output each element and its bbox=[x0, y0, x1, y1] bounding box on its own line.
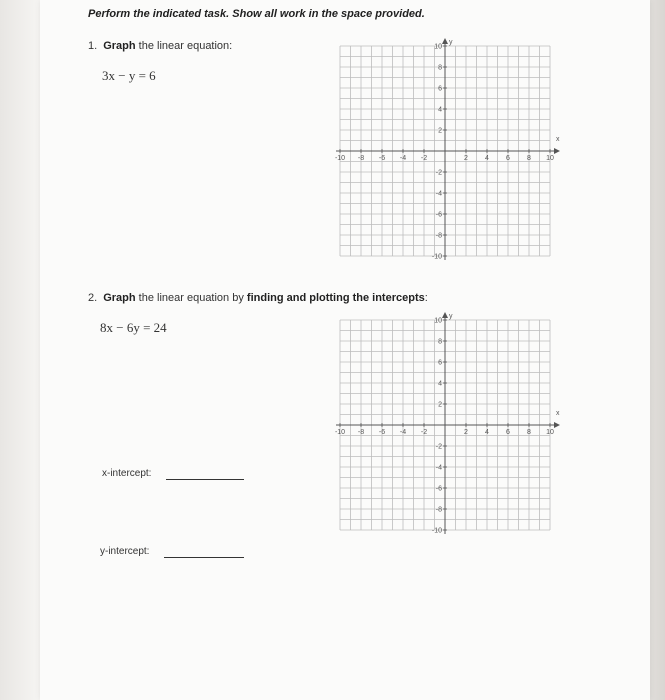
y-tick-label: 4 bbox=[438, 380, 442, 388]
x-tick-label: -10 bbox=[334, 429, 346, 436]
x-tick-label: 2 bbox=[464, 429, 468, 436]
problem-2-prompt-text: the linear equation by bbox=[138, 292, 244, 304]
y-axis-label: y bbox=[449, 313, 453, 320]
x-tick-label: -8 bbox=[357, 429, 365, 436]
y-tick-label: -2 bbox=[435, 169, 442, 177]
x-tick-label: -8 bbox=[357, 155, 365, 162]
problem-1-prompt bbox=[88, 40, 232, 52]
x-tick-label: -2 bbox=[420, 429, 428, 436]
x-tick-label: 8 bbox=[527, 155, 531, 162]
y-axis-label: y bbox=[449, 39, 453, 46]
problem-1-prompt-bold: Graph bbox=[103, 40, 136, 52]
problem-2-prompt bbox=[88, 292, 428, 304]
x-tick-label: -4 bbox=[399, 155, 407, 162]
x-tick-label: 2 bbox=[464, 155, 468, 162]
y-tick-label: 10 bbox=[434, 43, 442, 51]
problem-1-coordinate-grid[interactable] bbox=[330, 38, 580, 260]
x-intercept-label: x-intercept: bbox=[102, 468, 152, 479]
y-tick-label: -10 bbox=[431, 253, 442, 261]
x-tick-label: -2 bbox=[420, 155, 428, 162]
y-tick-label: -4 bbox=[435, 464, 442, 472]
problem-2-prompt-end: : bbox=[424, 292, 428, 304]
x-axis-label: x bbox=[556, 410, 560, 417]
y-tick-label: -2 bbox=[435, 443, 442, 451]
y-tick-label: 10 bbox=[434, 317, 442, 325]
x-tick-label: -6 bbox=[378, 429, 386, 436]
problem-2-prompt-bold: Graph bbox=[103, 292, 136, 304]
y-intercept-label: y-intercept: bbox=[100, 546, 150, 557]
y-tick-label: 6 bbox=[438, 85, 442, 93]
y-tick-label: 6 bbox=[438, 359, 442, 367]
x-tick-label: -4 bbox=[399, 429, 407, 436]
x-tick-label: 6 bbox=[506, 155, 510, 162]
x-tick-label: 10 bbox=[546, 429, 554, 436]
x-axis-label: x bbox=[556, 136, 560, 143]
problem-2-coordinate-grid[interactable] bbox=[330, 312, 580, 542]
problem-2-equation: 8x − 6y = 24 bbox=[100, 320, 167, 335]
x-tick-label: 4 bbox=[485, 155, 489, 162]
x-intercept-blank[interactable] bbox=[166, 479, 244, 480]
y-tick-label: 2 bbox=[438, 401, 442, 409]
instructions-heading: Perform the indicated task. Show all work in the space provided. bbox=[88, 8, 425, 20]
y-tick-label: -6 bbox=[435, 485, 442, 493]
y-tick-label: -4 bbox=[435, 190, 442, 198]
problem-2-prompt-bold-2: finding and plotting the intercepts bbox=[246, 292, 425, 304]
y-tick-label: -8 bbox=[435, 232, 442, 240]
y-tick-label: 8 bbox=[438, 338, 442, 346]
problem-2-number: 2. bbox=[88, 292, 98, 304]
y-axis-arrow-icon bbox=[442, 38, 448, 44]
problem-1-prompt-text: the linear equation: bbox=[138, 40, 233, 52]
x-tick-label: -6 bbox=[378, 155, 386, 162]
x-tick-label: 8 bbox=[527, 429, 531, 436]
x-tick-label: 4 bbox=[485, 429, 489, 436]
y-tick-label: -8 bbox=[435, 506, 442, 514]
y-axis-arrow-icon bbox=[442, 312, 448, 318]
x-tick-label: -10 bbox=[334, 155, 346, 162]
x-axis-arrow-icon bbox=[554, 148, 560, 154]
y-intercept-blank[interactable] bbox=[164, 557, 244, 558]
x-tick-label: 6 bbox=[506, 429, 510, 436]
x-axis-arrow-icon bbox=[554, 422, 560, 428]
x-tick-label: 10 bbox=[546, 155, 554, 162]
y-tick-label: -6 bbox=[435, 211, 442, 219]
problem-1-number: 1. bbox=[88, 40, 98, 52]
y-tick-label: 4 bbox=[438, 106, 442, 114]
y-tick-label: 8 bbox=[438, 64, 442, 72]
problem-1-equation: 3x − y = 6 bbox=[102, 68, 156, 83]
y-tick-label: 2 bbox=[438, 127, 442, 135]
y-tick-label: -10 bbox=[431, 527, 442, 535]
